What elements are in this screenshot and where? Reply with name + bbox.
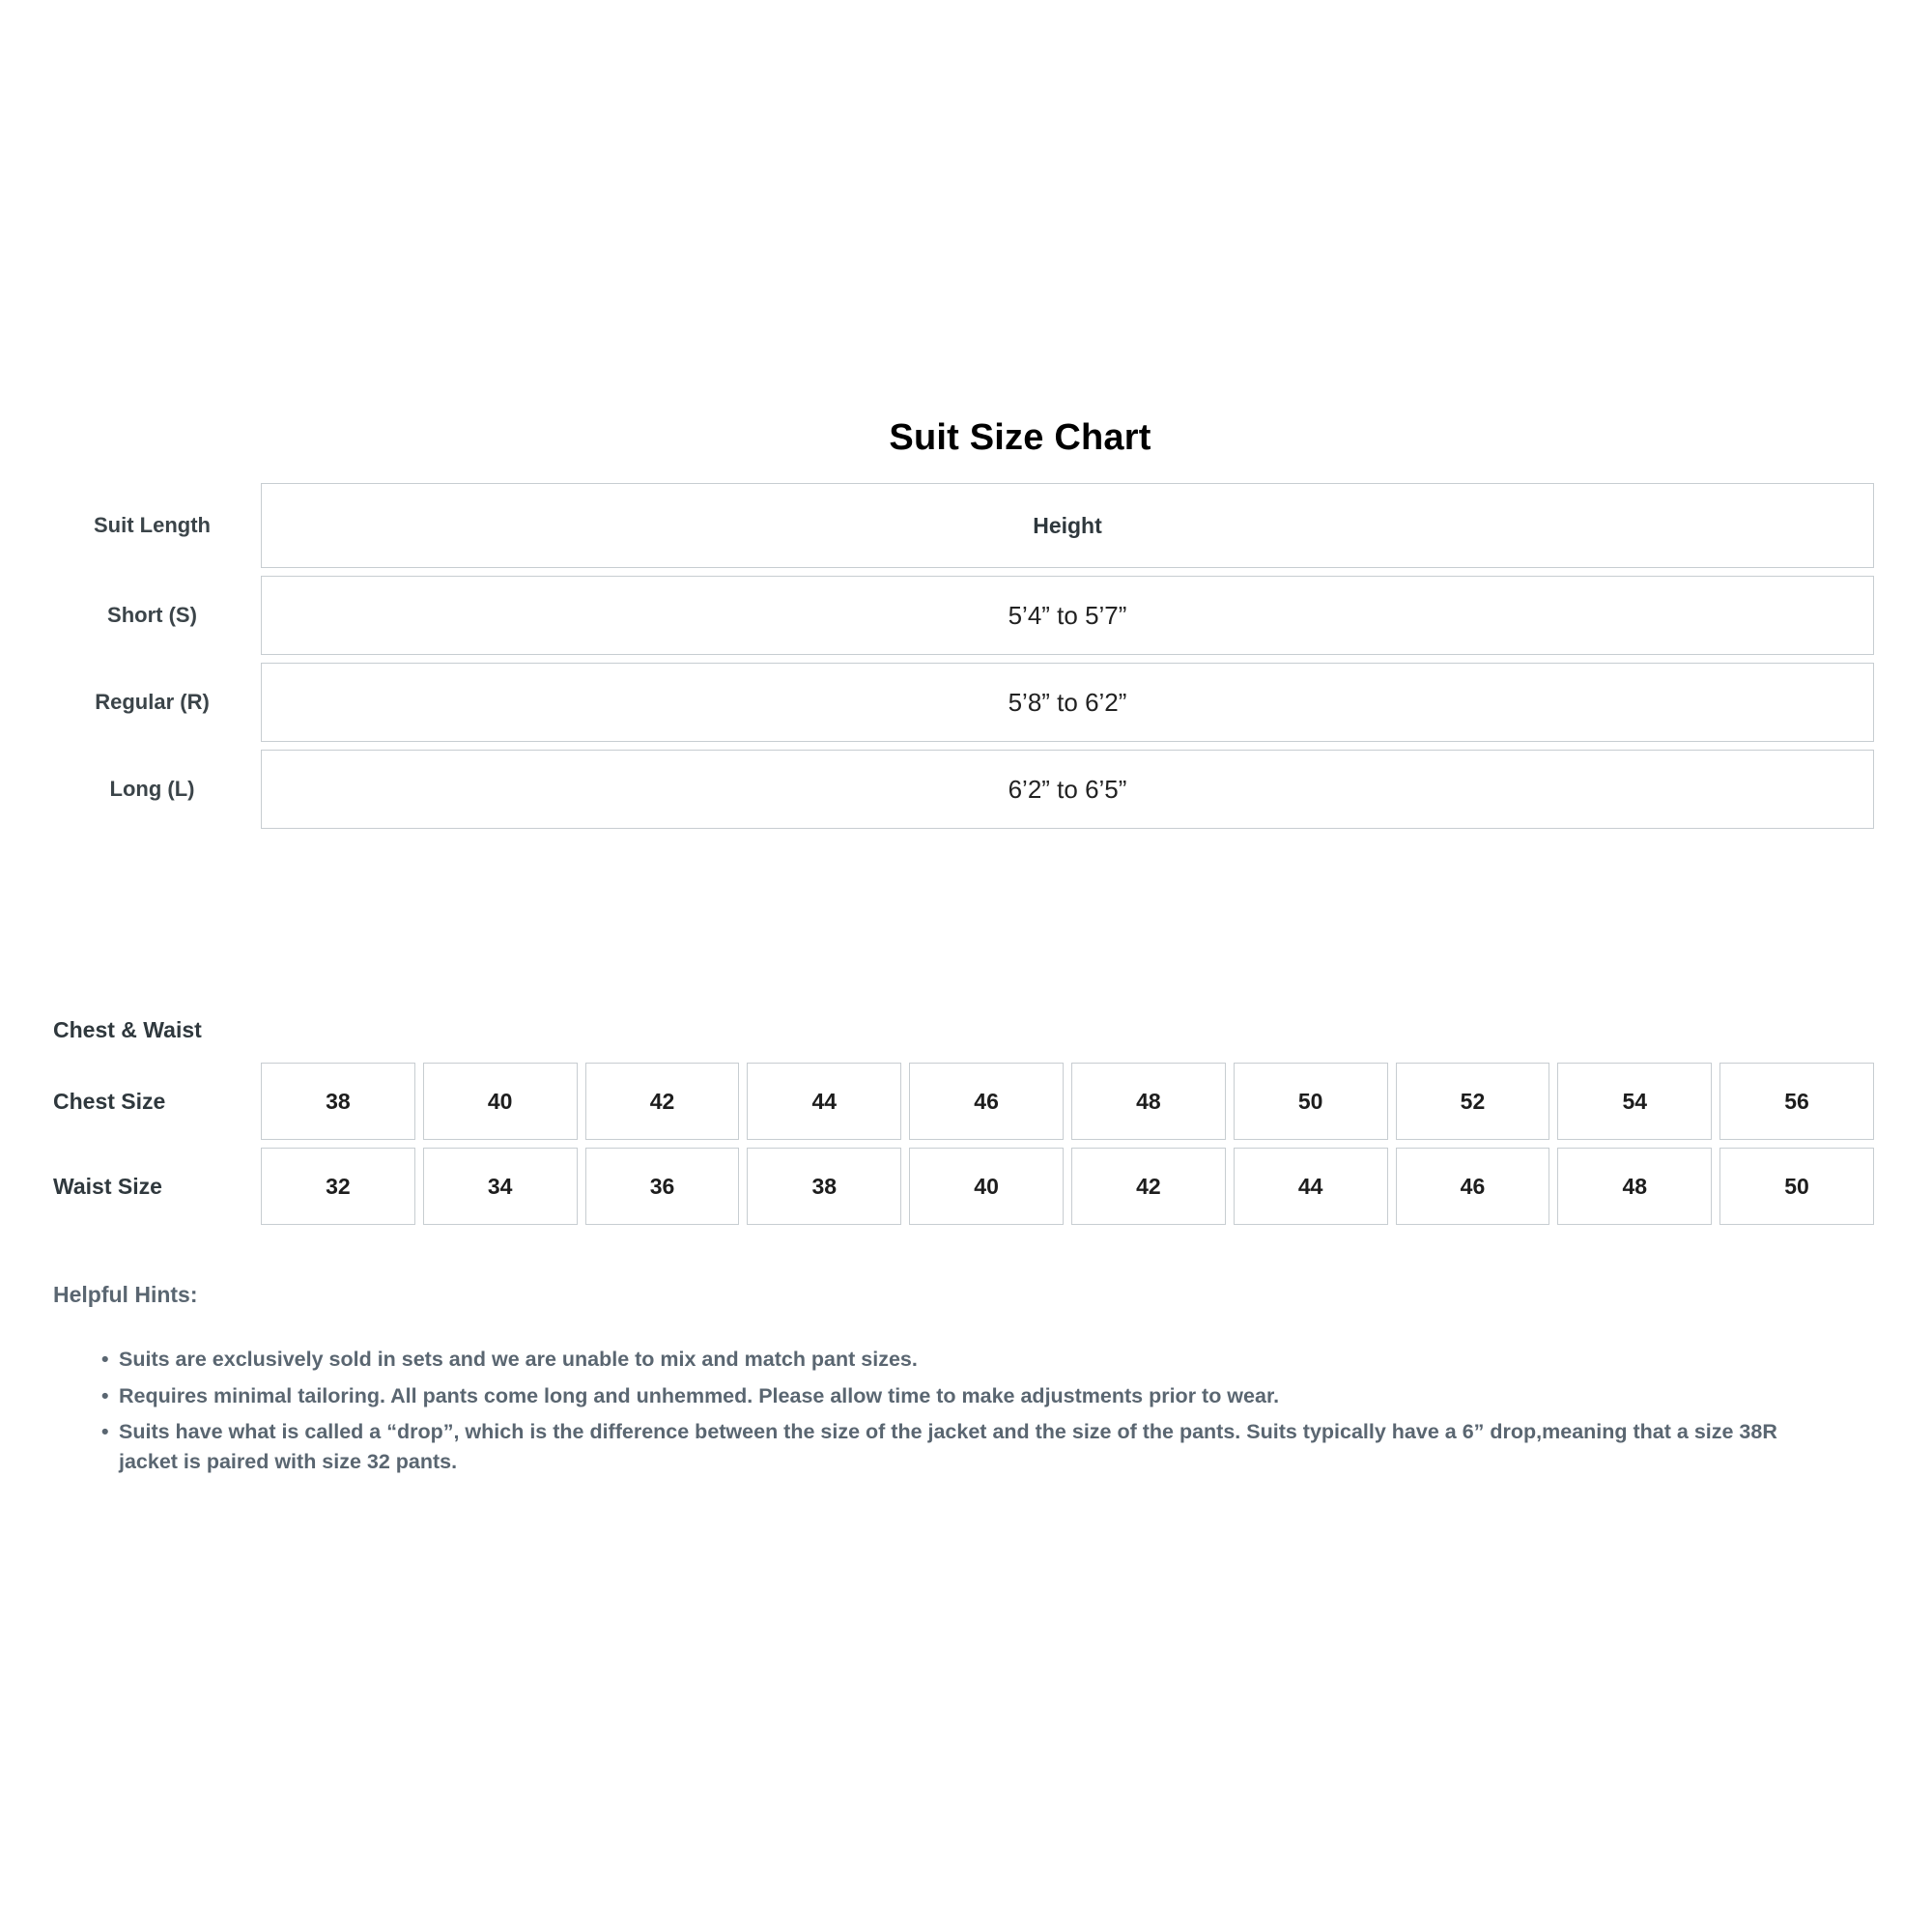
page-title	[0, 417, 1932, 459]
waist-cell: 48	[1557, 1148, 1712, 1225]
waist-cell: 50	[1719, 1148, 1874, 1225]
waist-cell: 46	[1396, 1148, 1550, 1225]
list-item-text: Suits have what is called a “drop”, which is the difference between the size of the jacket and the size of the pants. Suits typically have a 6” drop,meaning that a size 38R jacket is paired with size 32 pants.	[119, 1420, 1777, 1473]
helpful-hints-list	[101, 1345, 1831, 1483]
bullet-glyph: •	[101, 1383, 109, 1407]
chest-cell: 40	[423, 1063, 578, 1140]
suit-length-header-label: Suit Length	[94, 513, 211, 537]
chest-cell: 56	[1719, 1063, 1874, 1140]
table-row-chest	[53, 1063, 1874, 1140]
chest-waist-table	[53, 1063, 1874, 1233]
table-row-header	[53, 483, 1874, 568]
row-label-regular: Regular (R)	[95, 690, 210, 714]
chest-cell: 52	[1396, 1063, 1550, 1140]
chest-size-cells	[261, 1063, 1874, 1140]
waist-size-cells	[261, 1148, 1874, 1225]
chest-cell: 54	[1557, 1063, 1712, 1140]
table-row	[53, 750, 1874, 829]
waist-cell: 36	[585, 1148, 740, 1225]
list-item-text: Requires minimal tailoring. All pants come long and unhemmed. Please allow time to make adjustments prior to wear.	[119, 1383, 1280, 1407]
row-value-short: 5’4” to 5’7”	[261, 576, 1874, 655]
bullet-glyph: •	[101, 1348, 109, 1371]
chest-cell: 50	[1234, 1063, 1388, 1140]
list-item-text: Suits are exclusively sold in sets and we are unable to mix and match pant sizes.	[119, 1348, 918, 1371]
waist-cell: 32	[261, 1148, 415, 1225]
waist-cell: 40	[909, 1148, 1064, 1225]
list-item	[101, 1417, 1831, 1476]
chest-cell: 46	[909, 1063, 1064, 1140]
bullet-glyph: •	[101, 1420, 109, 1444]
row-value-long: 6’2” to 6’5”	[261, 750, 1874, 829]
table-row-waist	[53, 1148, 1874, 1225]
height-header-cell: Height	[261, 483, 1874, 568]
waist-cell: 44	[1234, 1148, 1388, 1225]
chest-cell: 42	[585, 1063, 740, 1140]
waist-cell: 38	[747, 1148, 901, 1225]
list-item	[101, 1345, 1831, 1375]
chest-waist-heading: Chest & Waist	[53, 1017, 202, 1042]
waist-cell: 42	[1071, 1148, 1226, 1225]
chest-cell: 44	[747, 1063, 901, 1140]
chest-cell: 38	[261, 1063, 415, 1140]
row-label-short: Short (S)	[107, 603, 197, 627]
table-row	[53, 576, 1874, 655]
page-title-text: Suit Size Chart	[889, 417, 1151, 458]
row-value-regular: 5’8” to 6’2”	[261, 663, 1874, 742]
suit-length-table	[53, 483, 1874, 837]
waist-size-label: Waist Size	[53, 1173, 162, 1199]
chest-cell: 48	[1071, 1063, 1226, 1140]
list-item	[101, 1381, 1831, 1411]
waist-cell: 34	[423, 1148, 578, 1225]
row-label-long: Long (L)	[109, 777, 195, 801]
helpful-hints-title: Helpful Hints:	[53, 1282, 198, 1307]
table-row	[53, 663, 1874, 742]
chest-size-label: Chest Size	[53, 1088, 166, 1114]
